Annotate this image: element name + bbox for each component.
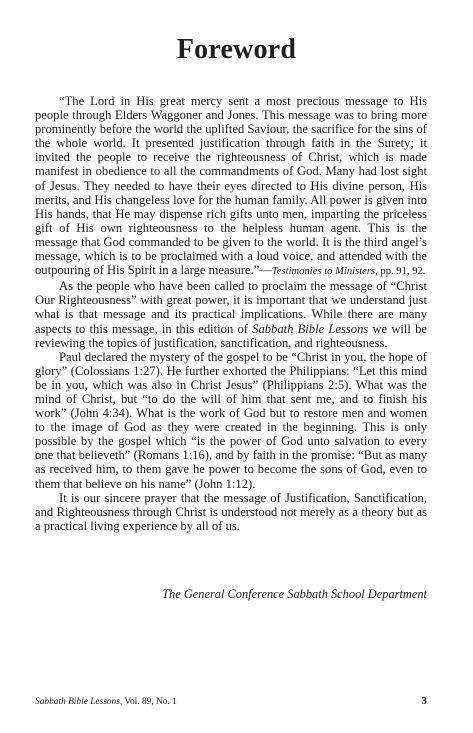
paragraph-message-italic: Sabbath Bible Lessons (252, 321, 369, 336)
citation-source: Testimonies to Ministers (271, 266, 376, 278)
signature: The General Conference Sabbath School Department (162, 587, 427, 601)
paragraph-prayer: It is our sincere prayer that the message of Justification, Sanctification, and Righteousness through Christ is understood not merely as a theory but as a practical living experience by all of us. (35, 490, 427, 533)
foreword-body (35, 94, 427, 533)
paragraph-message (35, 279, 427, 349)
footer-issue: , Vol. 89, No. 1 (119, 697, 177, 707)
quote-text: “The Lord in His great mercy sent a most precious message to His people through Elders Waggoner and Jones. This message was to bring more prominently before the world the uplifted Saviour, the sacrifice for the sins of the whole world. It presented justification through faith in the Surety; it invited the people to receive the righteousness of Christ, which is made manifest in obedience to all the commandments of God. Many had lost sight of Jesus. They needed to have their eyes directed to His divine person, His merits, and His changeless love for the human family. All power is given into His hands, that He may dispense rich gifts unto men, imparting the priceless gift of His own righteousness to the helpless human agent. This is the message that God commanded to be given to the world. It is the third angel’s message, which is to be proclaimed with a loud voice, and attended with the outpouring of His Spirit in a large measure.”— (35, 94, 427, 278)
paragraph-gospel: Paul declared the mystery of the gospel to be “Christ in you, the hope of glory” (Colossians 1:27). He further exhorted the Philippians: “Let this mind be in you, which was also in Christ Jesus” (Philippians 2:5). What was the mind of Christ, but “to do the will of him that sent me, and to finish his work” (John 4:34). What is the work of God but to restore men and women to the image of God as they were created in the beginning. This is only possible by the gospel which “is the power of God unto salvation to every one that believeth” (Romans 1:16), and by faith in the promise: “But as many as received him, to them gave he power to become the sons of God, even to them that believe on his name” (John 1:12). (35, 349, 427, 491)
paragraph-message-b: we will be reviewing the topics of justification, sanctification, and righteousness. (35, 321, 427, 350)
citation-pages: , pp. 91, 92. (375, 266, 426, 278)
page-title: Foreword (176, 34, 297, 65)
footer-publication (35, 697, 177, 707)
paragraph-quote (35, 94, 427, 279)
footer-title: Sabbath Bible Lessons (35, 697, 120, 707)
page-number: 3 (421, 695, 427, 707)
paragraph-message-a: As the people who have been called to proclaim the message of “Christ Our Righteousness” with great power, it is important that we understand just what is that message and its practical implications. While there are many aspects to this message, in this edition of (35, 279, 427, 336)
